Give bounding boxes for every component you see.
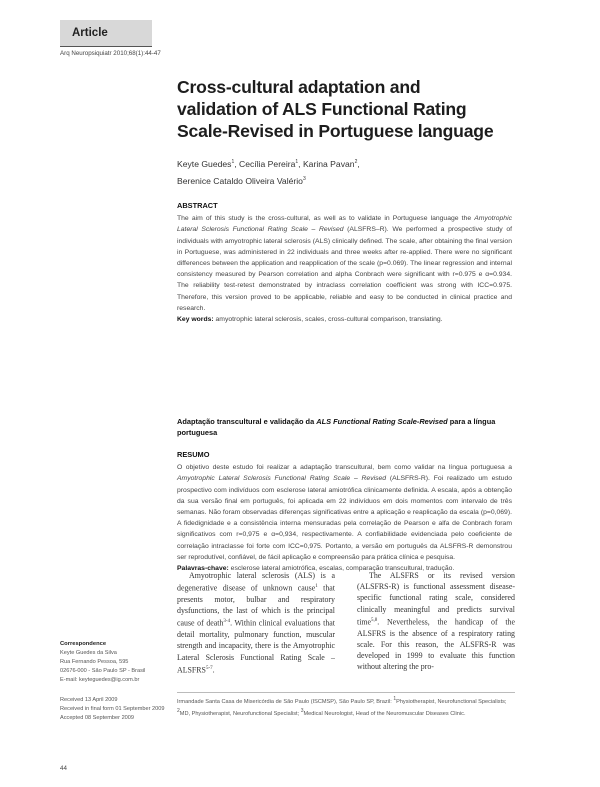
citation: 5,8 xyxy=(371,617,378,623)
citation: 1 xyxy=(315,584,318,590)
portuguese-title-part: para a língua portuguesa xyxy=(177,417,496,437)
journal-reference: Arq Neuropsiquiatr 2010;68(1):44-47 xyxy=(60,50,161,57)
scale-name: Amyotrophic Lateral Sclerosis Functional Rating Scale – Revised xyxy=(177,215,512,234)
author-affiliation-mark: 1 xyxy=(295,159,299,165)
keywords-label: Palavras-chave: xyxy=(177,565,229,573)
author-separator: , xyxy=(234,158,240,169)
title-line: Scale-Revised in Portuguese language xyxy=(177,121,494,141)
resumo-text-part: (ALSFRS-R). Foi realizado um estudo prospectivo com indivíduos com esclerose lateral amiotrófica clinicamente definida. A escala, após a obtenção da sua versão final em português, foi aplicada em 22 indivíduos em dois momentos com intervalo de três semanas. Não foram observadas diferenças significativas entre a aplicação e reaplicação da escala (p=0,069). A fidedignidade e a consistência interna mensuradas pela correlação de Pearson e alfa de Conbrach foram significativos com r=0,975 e α=0,934, respectivamente. A confiabilidade evidenciada pelo coeficiente de correlação intraclasse foi forte com ICC=0,975. Portanto, a versão em português da ALSFRS-R demonstrou ser reprodutível, confiável, de fácil aplicação e compreensão para prática clínica e pesquisa. xyxy=(177,475,513,561)
abstract-text xyxy=(177,213,512,325)
abstract xyxy=(177,200,512,325)
abstract-heading: ABSTRACT xyxy=(177,201,218,210)
tab-rule xyxy=(60,46,152,47)
received-date: Received 13 April 2009 xyxy=(60,697,118,703)
citation: 3-4 xyxy=(223,619,231,625)
affiliation-text: Medical Neurologist, Head of the Neuromuscular Diseases Clinic. xyxy=(303,710,466,717)
author-separator: , xyxy=(298,158,303,169)
section-label: Article xyxy=(72,27,108,39)
keywords-text: esclerose lateral amiotrófica, escalas, comparação transcultural, tradução. xyxy=(228,565,455,573)
author-affiliation-mark: 3 xyxy=(302,176,306,183)
resumo-text xyxy=(177,462,512,574)
title-line: Cross-cultural adaptation and xyxy=(177,77,421,97)
correspondence-email: E-mail: keyteguedes@ig.com.br xyxy=(60,677,140,684)
received-final-date: Received in final form 01 September 2009 xyxy=(60,706,165,713)
body-text: . xyxy=(212,665,215,675)
resumo-text-part: O objetivo deste estudo foi realizar a adaptação transcultural, bem como validar na língua portuguesa a xyxy=(177,464,512,472)
correspondence-line: 02676-000 - São Paulo SP - Brasil xyxy=(60,668,146,675)
affiliation-mark: 3 xyxy=(300,707,304,714)
author-name: Cecília Pereira xyxy=(239,158,296,169)
affiliation-mark: 1 xyxy=(393,696,397,702)
body-text: . Nevertheless, the handicap of the ALSFRS is the absence of a respiratory rating scale. For this reason, the ALSFRS-R was developed in 1999 to evaluate this function without altering the pro- xyxy=(357,617,515,672)
affiliation-mark: 2 xyxy=(177,707,180,714)
body-column-1 xyxy=(177,570,335,676)
affiliation-footnote xyxy=(177,695,515,719)
resumo-heading: RESUMO xyxy=(177,450,210,459)
resumo xyxy=(177,449,512,574)
title-line: validation of ALS Functional Rating xyxy=(177,99,467,119)
citation: 5-7 xyxy=(205,665,213,671)
author-separator: , xyxy=(357,158,360,169)
submission-dates xyxy=(60,696,170,723)
portuguese-title xyxy=(177,416,522,438)
correspondence-label: Correspondence xyxy=(60,641,107,647)
footnote-rule xyxy=(177,692,515,693)
author-name: Berenice Cataldo Oliveira Valério xyxy=(177,176,303,187)
author-list xyxy=(177,155,557,190)
body-text: that presents motor, bulbar and respiratory dysfunctions, the last of which is the principal cause of death xyxy=(177,583,336,629)
body-text: The ALSFRS or its revised version (ALSFRS-R) is functional assessment disease-specific functional rating scale, considered clinically meaningful and predicts survival time xyxy=(357,571,515,627)
page-number: 44 xyxy=(60,765,67,772)
author-affiliation-mark: 2 xyxy=(354,159,358,165)
author-name: Karina Pavan xyxy=(302,158,355,169)
correspondence-line: Keyte Guedes da Silva xyxy=(60,650,117,657)
body-column-2 xyxy=(357,570,515,672)
correspondence xyxy=(60,640,170,685)
portuguese-title-italic: ALS Functional Rating Scale-Revised xyxy=(316,417,448,426)
author-affiliation-mark: 1 xyxy=(231,159,235,165)
accepted-date: Accepted 08 September 2009 xyxy=(60,715,135,722)
keywords-label: Key words: xyxy=(177,316,214,324)
affiliation-text: Irmandade Santa Casa de Misericórdia de São Paulo (ISCMSP), São Paulo SP, Brazil: xyxy=(177,698,394,705)
article-title xyxy=(177,76,557,142)
portuguese-title-part: Adaptação transcultural e validação da xyxy=(177,417,317,426)
scale-name: Amyotrophic Lateral Sclerosis Functional Rating Scale – Revised xyxy=(177,475,387,483)
body-text: Amyotrophic lateral sclerosis (ALS) is a degenerative disease of unknown cause xyxy=(177,571,335,593)
section-tab xyxy=(60,20,152,46)
correspondence-line: Rua Fernando Pessoa, 595 xyxy=(60,659,129,666)
affiliation-text: Physiotherapist, Neurofunctional Specialists; xyxy=(396,698,507,705)
keywords-text: amyotrophic lateral sclerosis, scales, cross-cultural comparison, translating. xyxy=(213,316,443,324)
author-name: Keyte Guedes xyxy=(177,158,232,169)
affiliation-text: MD, Physiotherapist, Neurofunctional Specialist; xyxy=(179,710,301,717)
abstract-text-part: (ALSFRS–R). We performed a prospective study of individuals with amyotrophic lateral sclerosis (ALS) clinically defined. The scale, after obtaining the final version in Portuguese, was administered in 22 individuals and three weeks after re-applied. There were no significant differences between the application and reapplication of the scale (p=0.069). The linear regression and internal consistency measured by Pearson correlation and alpha Conbrach were significant with r=0.975 e α=0.934. The reliability test-retest demonstrated by intraclass correlation coefficient was strong with ICC=0.975. Therefore, this version proved to be applicable, reliable and easy to be conducted in clinical practice and research. xyxy=(177,226,513,312)
body-text: . Within clinical evaluations that detail mortality, pulmonary function, muscular strength and incapacity, there is the Amyotrophic Lateral Sclerosis Functional Rating Scale – ALSFRS xyxy=(177,619,335,675)
abstract-text-part: The aim of this study is the cross-cultural, as well as to validate in Portuguese language the xyxy=(177,215,475,223)
